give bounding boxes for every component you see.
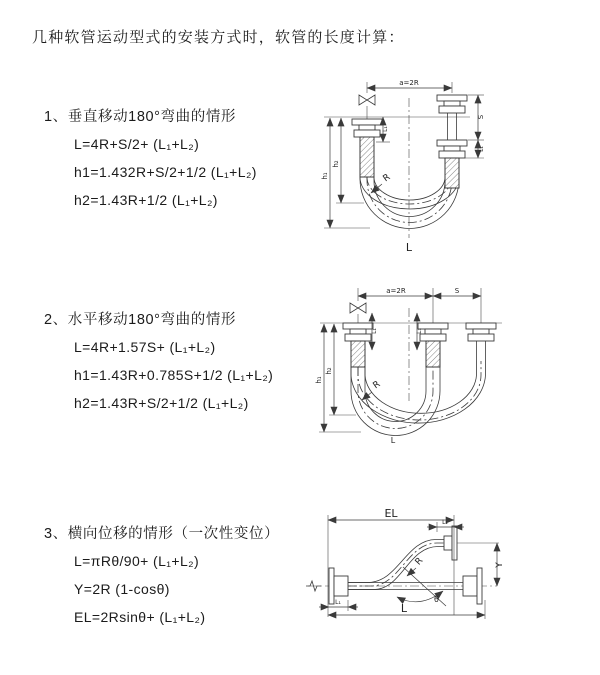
- formula-line: h2=1.43R+S/2+1/2 (L₁+L₂): [74, 395, 249, 411]
- formula-line: EL=2Rsinθ+ (L₁+L₂): [74, 609, 206, 625]
- page-title: 几种软管运动型式的安装方式时，软管的长度计算：: [32, 29, 405, 46]
- dim-label-a2r: a=2R: [386, 287, 406, 295]
- dimension-l: [328, 600, 485, 619]
- dimension-stroke-s: [468, 95, 485, 140]
- left-flange: [352, 119, 382, 177]
- dim-label-theta: θ: [434, 595, 439, 604]
- section-1-heading: 1、垂直移动180°弯曲的情形: [44, 109, 237, 125]
- section-2-heading: 2、水平移动180°弯曲的情形: [44, 312, 237, 328]
- dim-label-s: S: [454, 287, 460, 295]
- hose-curves: [351, 361, 486, 436]
- dim-label-el: EL: [384, 507, 398, 520]
- dim-label-l1-left: L₁: [382, 126, 389, 132]
- dim-label-l: L: [390, 436, 396, 445]
- section-1-formulas: [74, 130, 257, 214]
- dim-label-y: Y: [495, 562, 505, 568]
- dimension-fitting-mid: [416, 313, 423, 350]
- dim-label-h2: h₂: [332, 160, 340, 168]
- section-3-formulas: [74, 547, 205, 631]
- dim-label-r: R: [371, 379, 383, 392]
- dimension-top-span: [358, 287, 481, 323]
- formula-line: h1=1.432R+S/2+1/2 (L₁+L₂): [74, 164, 257, 180]
- dim-label-h1: h₁: [321, 172, 329, 180]
- centerlines: [320, 308, 502, 401]
- left-flange: [343, 323, 373, 367]
- right-flange: [466, 323, 496, 361]
- dim-label-s: S: [477, 114, 485, 120]
- raised-flange: [444, 526, 457, 560]
- formula-line: L=πRθ/90+ (L₁+L₂): [74, 553, 200, 569]
- hose-curves: [360, 177, 459, 229]
- diagram-lateral-displacement: [300, 505, 600, 660]
- formula-line: h2=1.43R+1/2 (L₁+L₂): [74, 192, 218, 208]
- dim-label-l1-mid: L₁: [416, 328, 423, 334]
- formula-line: Y=2R (1-cosθ): [74, 581, 170, 597]
- angle-theta: [397, 567, 446, 606]
- dim-label-a2r: a=2R: [399, 79, 419, 87]
- dim-label-r: R: [413, 555, 426, 568]
- diagram-horizontal-180-bend: [306, 283, 568, 465]
- dimension-fitting-left: [371, 313, 378, 350]
- dim-label-h1: h₁: [315, 376, 323, 384]
- formula-line: h1=1.43R+0.785S+1/2 (L₁+L₂): [74, 367, 274, 383]
- dim-label-h2: h₂: [325, 367, 333, 375]
- dim-label-l1-bottom: L₁: [335, 599, 341, 606]
- section-3-heading: 3、横向位移的情形（一次性变位）: [44, 526, 280, 542]
- section-2-formulas: [74, 333, 273, 417]
- dim-label-r: R: [381, 172, 393, 185]
- dim-label-l: L: [405, 241, 413, 254]
- diagram-vertical-180-bend: [312, 76, 572, 256]
- right-flange: [437, 95, 467, 188]
- formula-line: L=4R+1.57S+ (L₁+L₂): [74, 339, 216, 355]
- dim-label-l: L: [400, 602, 408, 615]
- dim-label-l1-right: L₁: [478, 146, 485, 152]
- dimension-top-span: [367, 79, 452, 93]
- dimension-fitting-bottom: [319, 599, 358, 611]
- formula-line: L=4R+S/2+ (L₁+L₂): [74, 136, 200, 152]
- valve-icon: [359, 95, 375, 119]
- dimension-fitting-top: [427, 519, 464, 532]
- dim-label-l1-top: L₁: [442, 519, 448, 526]
- right-axis-flange: [463, 568, 482, 604]
- dim-label-l1-left: L₁: [371, 328, 378, 334]
- valve-icon: [350, 303, 366, 323]
